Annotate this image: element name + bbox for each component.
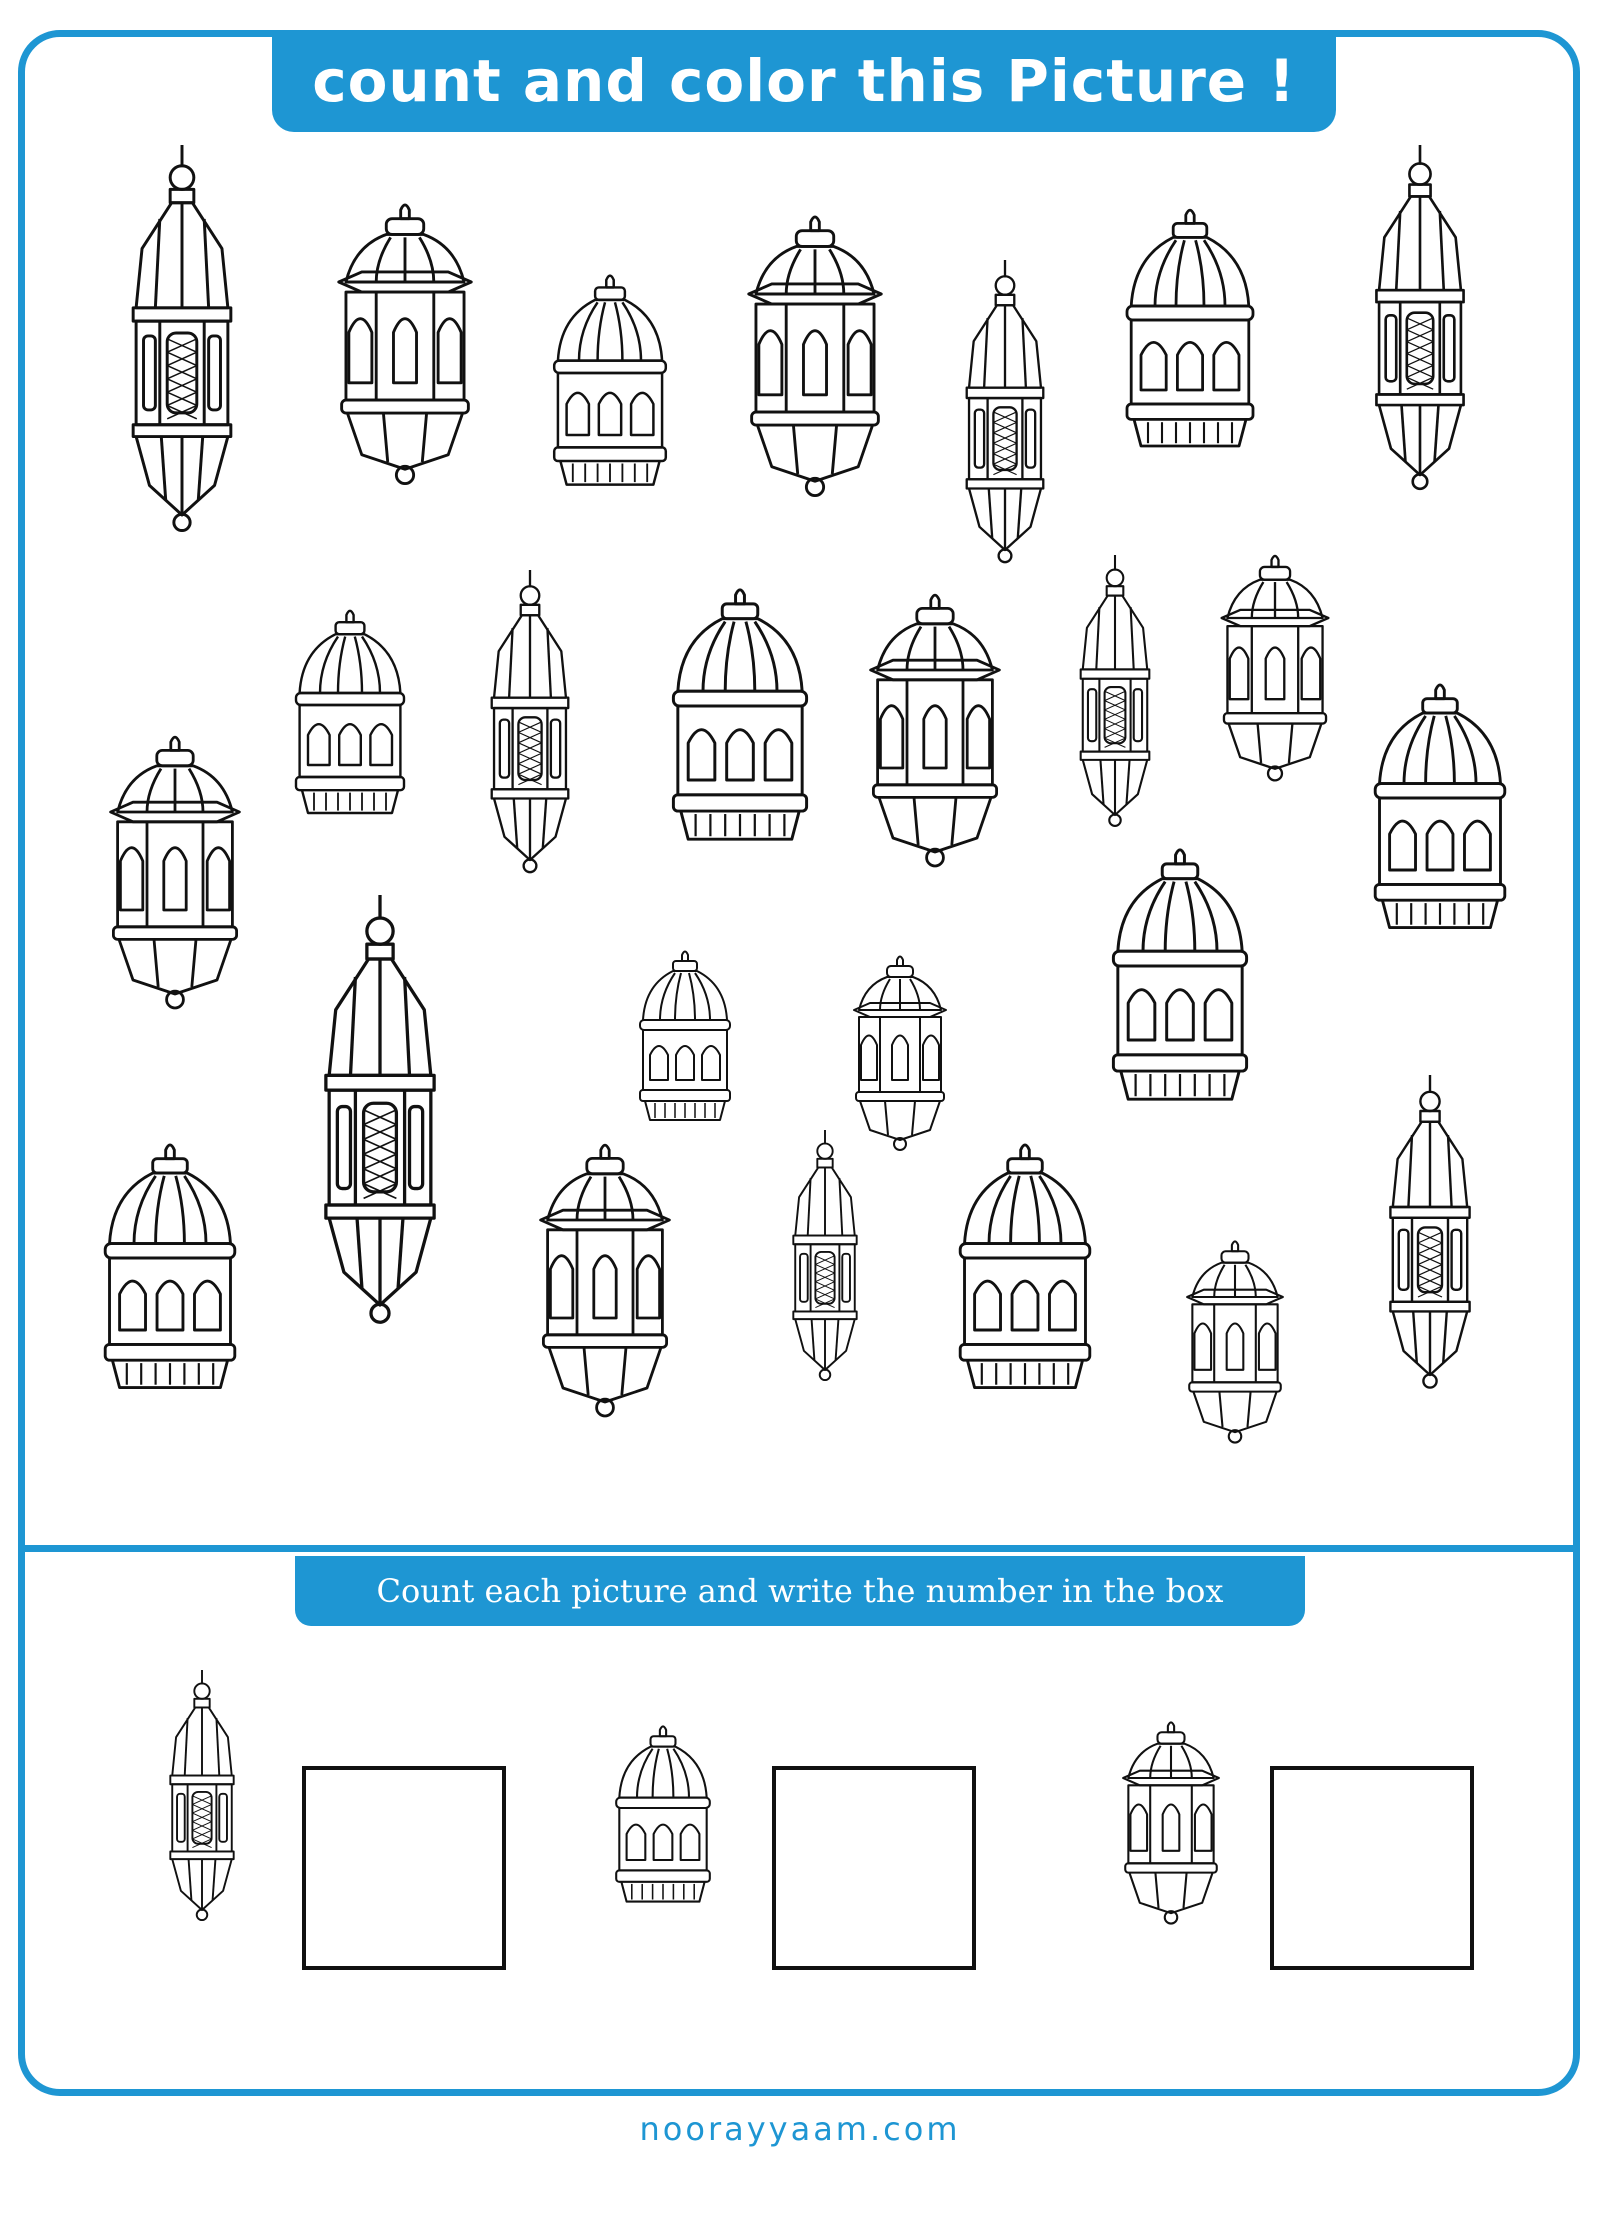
tall-lantern-icon	[1376, 145, 1463, 489]
instruction-text: Count each picture and write the number in the box	[376, 1572, 1224, 1610]
tall-lantern-icon	[1081, 555, 1150, 826]
hex-lantern-icon	[749, 217, 881, 496]
page-title: count and color this Picture !	[312, 47, 1296, 115]
tall-lantern-icon	[133, 145, 231, 531]
footer-website: noorayyaam.com	[639, 2110, 961, 2148]
tall-lantern-icon	[967, 260, 1044, 562]
dome-lantern-icon	[1127, 210, 1253, 446]
hex-lantern-icon	[541, 1145, 670, 1416]
dome-lantern-icon	[673, 590, 806, 839]
dome-lantern-icon	[1113, 850, 1246, 1099]
tall-lantern-icon	[326, 895, 434, 1322]
hex-lantern-icon	[1222, 556, 1329, 780]
dome-lantern-icon	[554, 276, 666, 485]
instruction-banner	[295, 1556, 1305, 1626]
dome-lantern-icon	[960, 1145, 1090, 1388]
dome-lantern-icon	[105, 1145, 235, 1388]
count-section	[0, 1640, 1600, 2020]
hex-lantern-icon	[111, 737, 240, 1008]
dome-lantern-icon	[1375, 685, 1505, 928]
hex-lantern-icon	[854, 957, 946, 1151]
tall-hanging-lantern-icon	[170, 1670, 233, 1920]
hexagonal-lantern-icon	[1123, 1722, 1219, 1923]
tall-lantern-icon	[1390, 1075, 1469, 1388]
answer-box-tall-lantern[interactable]	[302, 1766, 506, 1970]
dome-lantern-icon	[640, 952, 730, 1121]
hex-lantern-icon	[871, 595, 1000, 866]
answer-box-dome-lantern[interactable]	[772, 1766, 976, 1970]
hex-lantern-icon	[1187, 1241, 1283, 1442]
answer-box-hex-lantern[interactable]	[1270, 1766, 1474, 1970]
round-dome-lantern-icon	[616, 1726, 710, 1901]
tall-lantern-icon	[492, 570, 569, 872]
tall-lantern-icon	[793, 1130, 856, 1380]
hex-lantern-icon	[339, 205, 471, 484]
dome-lantern-icon	[296, 611, 404, 813]
